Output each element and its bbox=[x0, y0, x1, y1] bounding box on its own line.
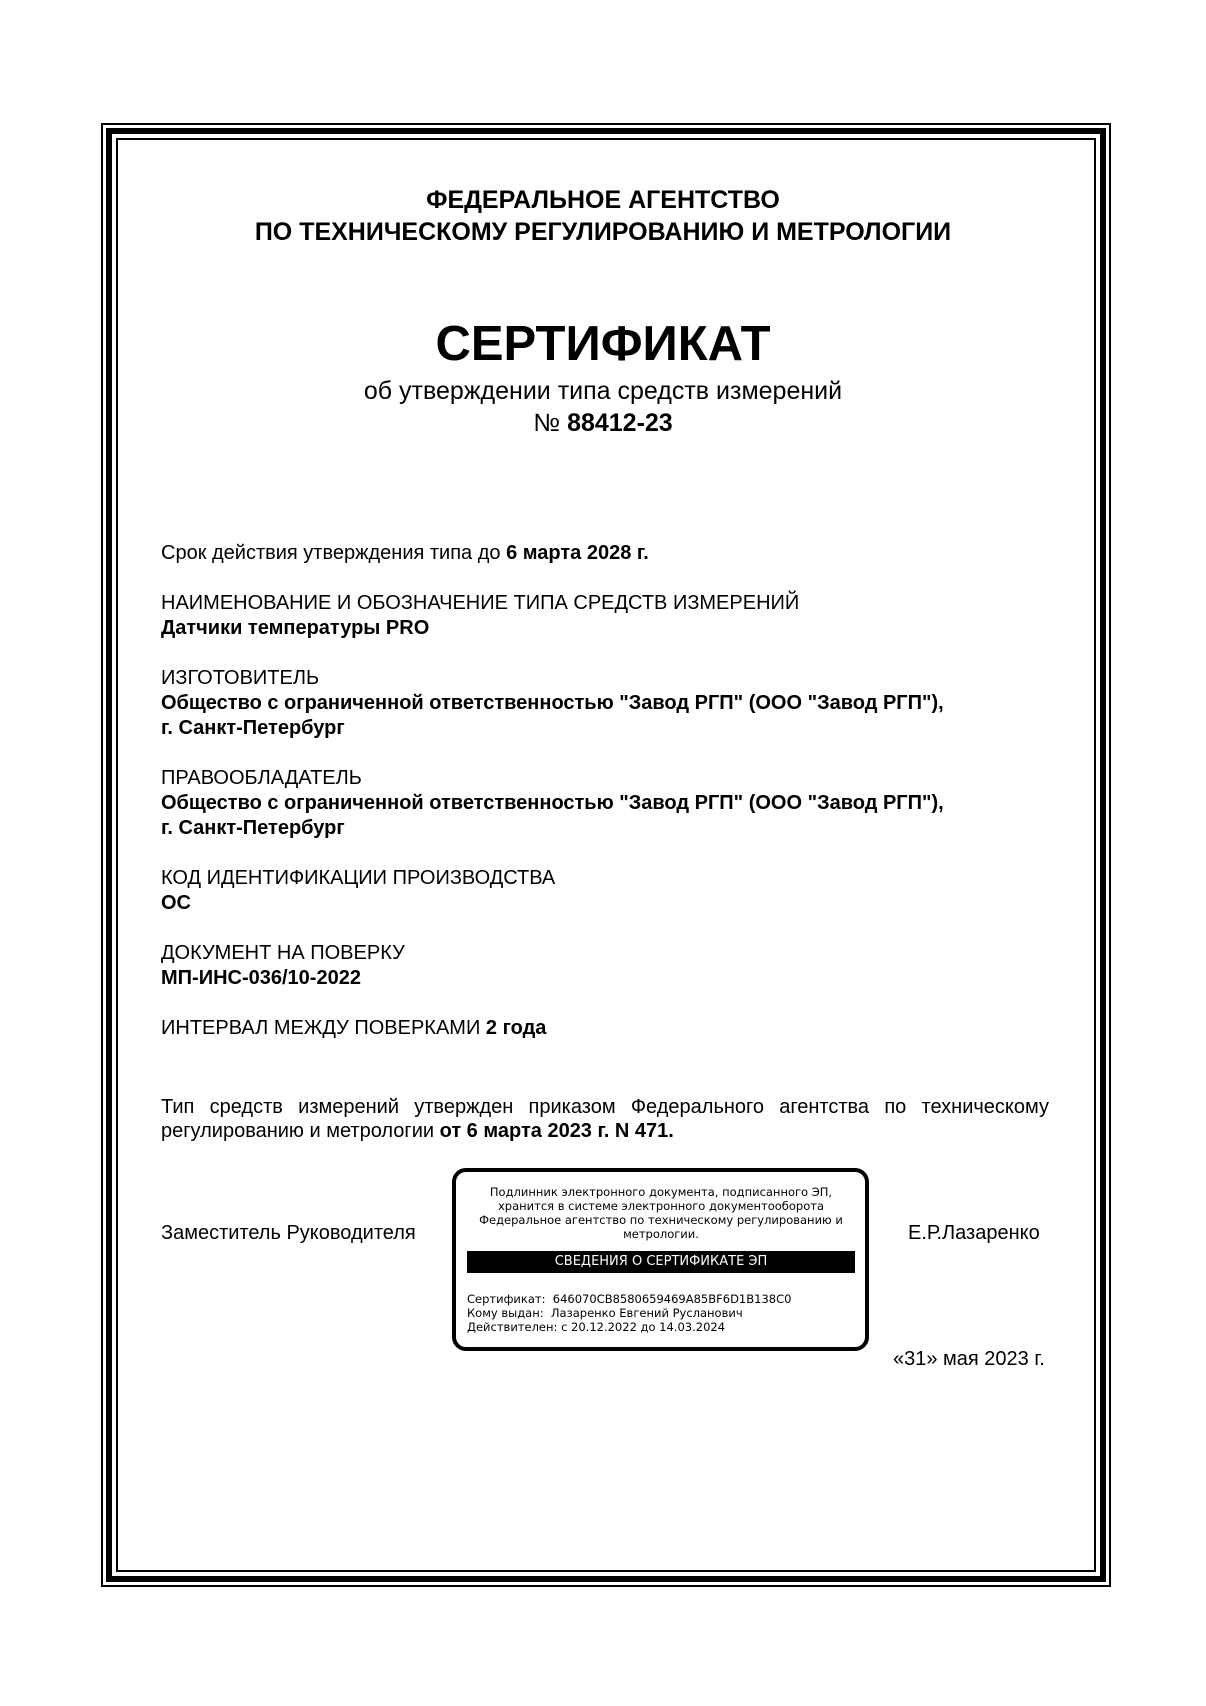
agency-line-2: ПО ТЕХНИЧЕСКОМУ РЕГУЛИРОВАНИЮ И МЕТРОЛОГИИ bbox=[254, 218, 952, 246]
number-prefix: № bbox=[533, 409, 561, 437]
manufacturer-value-1: Общество с ограниченной ответственностью "Завод РГП" (ООО "Завод РГП"), bbox=[161, 692, 944, 714]
stamp-header-bar: СВЕДЕНИЯ О СЕРТИФИКАТЕ ЭП bbox=[467, 1251, 855, 1273]
stamp-cert-line bbox=[467, 1292, 791, 1306]
manufacturer-label: ИЗГОТОВИТЕЛЬ bbox=[161, 667, 320, 689]
signer-position: Заместитель Руководителя bbox=[161, 1222, 416, 1244]
name-label: НАИМЕНОВАНИЕ И ОБОЗНАЧЕНИЕ ТИПА СРЕДСТВ ИЗМЕРЕНИЙ bbox=[161, 592, 800, 614]
stamp-issued-line bbox=[467, 1306, 743, 1320]
certificate-subtitle: об утверждении типа средств измерений bbox=[363, 377, 843, 405]
certificate-title: СЕРТИФИКАТ bbox=[435, 317, 771, 371]
agency-name bbox=[0, 184, 1206, 248]
name-value: Датчики температуры PRO bbox=[161, 617, 430, 639]
validity-line bbox=[161, 541, 649, 566]
verification-doc-label: ДОКУМЕНТ НА ПОВЕРКУ bbox=[161, 942, 405, 964]
order-paragraph bbox=[161, 1095, 1049, 1143]
stamp-issued-label: Кому выдан: bbox=[467, 1306, 544, 1320]
interval-label: ИНТЕРВАЛ МЕЖДУ ПОВЕРКАМИ bbox=[161, 1017, 481, 1039]
stamp-notice-line-4: метрологии. bbox=[623, 1227, 699, 1241]
rightholder-label: ПРАВООБЛАДАТЕЛЬ bbox=[161, 767, 362, 789]
stamp-valid-value: с 20.12.2022 до 14.03.2024 bbox=[561, 1320, 726, 1334]
manufacturer-value-2: г. Санкт-Петербург bbox=[161, 717, 345, 739]
order-bold: от 6 марта 2023 г. N 471. bbox=[439, 1120, 674, 1142]
validity-value: 6 марта 2028 г. bbox=[506, 542, 649, 564]
stamp-notice bbox=[464, 1185, 858, 1241]
stamp-notice-line-1: Подлинник электронного документа, подписанного ЭП, bbox=[489, 1185, 833, 1199]
stamp-notice-line-2: хранится в системе электронного документооборота bbox=[498, 1199, 824, 1213]
rightholder-value-1: Общество с ограниченной ответственностью "Завод РГП" (ООО "Завод РГП"), bbox=[161, 792, 944, 814]
number-value: 88412-23 bbox=[567, 409, 673, 437]
signer-name: Е.Р.Лазаренко bbox=[908, 1222, 1040, 1244]
validity-label: Срок действия утверждения типа до bbox=[161, 542, 501, 564]
interval-line bbox=[161, 1016, 546, 1041]
stamp-cert-label: Сертификат: bbox=[467, 1292, 546, 1306]
agency-line-1: ФЕДЕРАЛЬНОЕ АГЕНТСТВО bbox=[426, 186, 780, 214]
interval-value: 2 года bbox=[485, 1017, 547, 1039]
signature-date: «31» мая 2023 г. bbox=[893, 1348, 1045, 1370]
stamp-valid-label: Действителен: bbox=[467, 1320, 558, 1334]
certificate-number bbox=[0, 408, 1206, 438]
stamp-notice-line-3: Федеральное агентство по техническому регулированию и bbox=[479, 1213, 843, 1227]
stamp-valid-line bbox=[467, 1320, 725, 1334]
production-code-label: КОД ИДЕНТИФИКАЦИИ ПРОИЗВОДСТВА bbox=[161, 867, 556, 889]
production-code-value: ОС bbox=[161, 892, 191, 914]
verification-doc-value: МП-ИНС-036/10-2022 bbox=[161, 967, 361, 989]
order-text: Тип средств измерений утвержден приказом Федерального агентства по техническому регулированию и метрологии bbox=[161, 1096, 1049, 1142]
stamp-cert-value: 646070CB8580659469A85BF6D1B138C0 bbox=[552, 1292, 792, 1306]
rightholder-value-2: г. Санкт-Петербург bbox=[161, 817, 345, 839]
stamp-issued-value: Лазаренко Евгений Русланович bbox=[550, 1306, 743, 1320]
